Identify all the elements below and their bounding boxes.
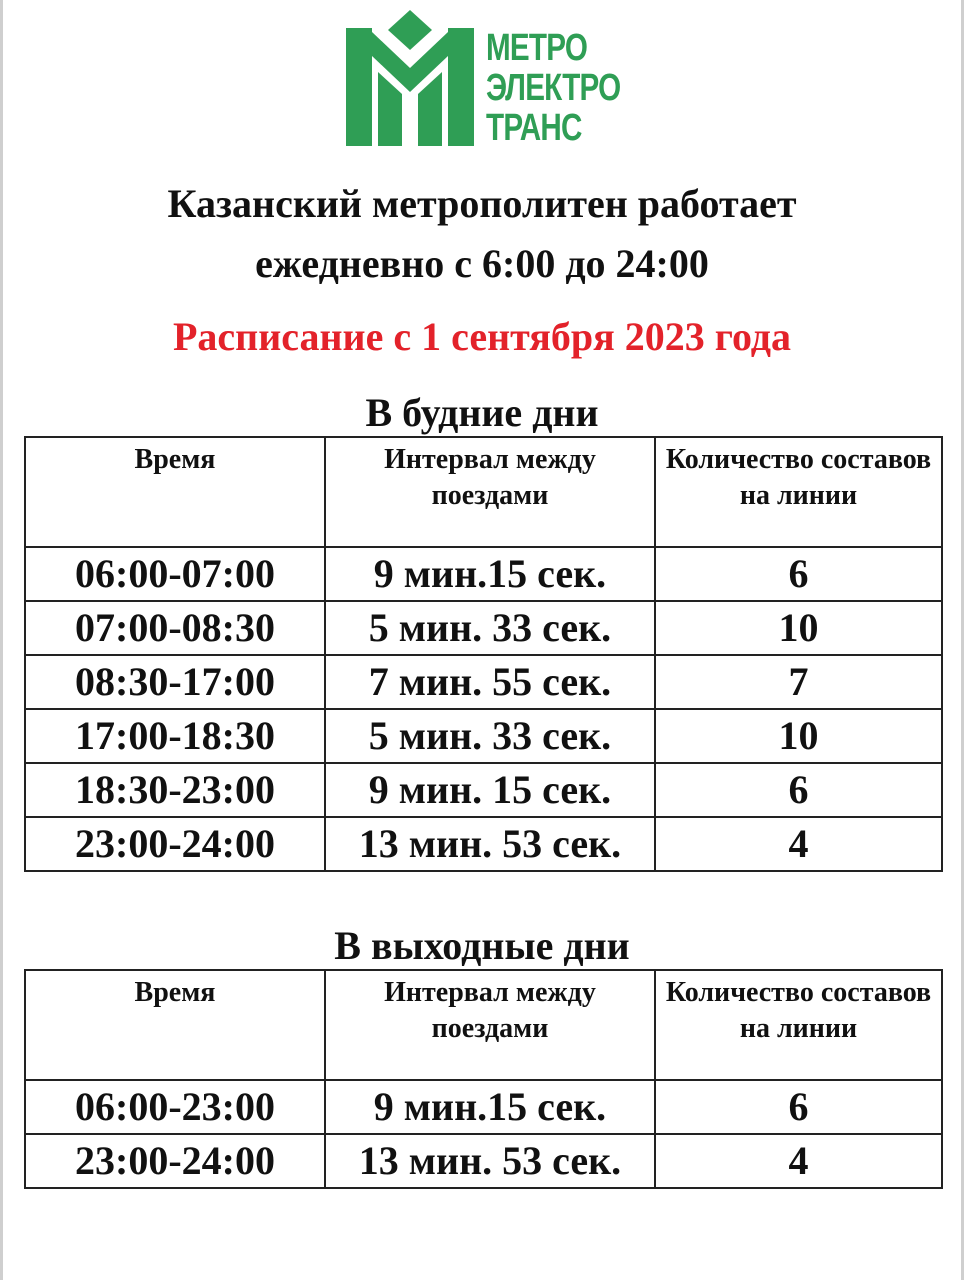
table-row bbox=[25, 709, 942, 763]
cell-interval: 9 мин. 15 сек. bbox=[325, 763, 655, 817]
cell-trains: 6 bbox=[655, 763, 942, 817]
cell-interval: 5 мин. 33 сек. bbox=[325, 709, 655, 763]
table-row bbox=[25, 601, 942, 655]
cell-interval: 9 мин.15 сек. bbox=[325, 547, 655, 601]
cell-trains: 7 bbox=[655, 655, 942, 709]
table-header-row bbox=[25, 437, 942, 547]
cell-interval: 13 мин. 53 сек. bbox=[325, 817, 655, 871]
cell-trains: 10 bbox=[655, 709, 942, 763]
cell-trains: 6 bbox=[655, 547, 942, 601]
logo-line-3: ТРАНС bbox=[486, 107, 582, 149]
weekdays-table bbox=[24, 436, 943, 872]
logo-line-2: ЭЛЕКТРО bbox=[486, 67, 621, 109]
cell-interval: 7 мин. 55 сек. bbox=[325, 655, 655, 709]
cell-interval: 5 мин. 33 сек. bbox=[325, 601, 655, 655]
header-interval: Интервал между поездами bbox=[325, 437, 655, 547]
cell-time: 06:00-23:00 bbox=[25, 1080, 325, 1134]
cell-time: 17:00-18:30 bbox=[25, 709, 325, 763]
table-row bbox=[25, 547, 942, 601]
cell-time: 07:00-08:30 bbox=[25, 601, 325, 655]
cell-interval: 9 мин.15 сек. bbox=[325, 1080, 655, 1134]
metro-emblem-icon bbox=[344, 10, 484, 150]
table-row bbox=[25, 1080, 942, 1134]
cell-trains: 4 bbox=[655, 817, 942, 871]
headline-line-2: ежедневно с 6:00 до 24:00 bbox=[255, 241, 709, 286]
cell-time: 18:30-23:00 bbox=[25, 763, 325, 817]
logo-wordmark bbox=[486, 28, 620, 148]
cell-trains: 4 bbox=[655, 1134, 942, 1188]
header-trains: Количество составов на линии bbox=[655, 437, 942, 547]
table-row bbox=[25, 1134, 942, 1188]
cell-time: 08:30-17:00 bbox=[25, 655, 325, 709]
table-row bbox=[25, 763, 942, 817]
cell-time: 06:00-07:00 bbox=[25, 547, 325, 601]
header-trains: Количество составов на линии bbox=[655, 970, 942, 1080]
weekends-table bbox=[24, 969, 943, 1189]
cell-interval: 13 мин. 53 сек. bbox=[325, 1134, 655, 1188]
cell-trains: 10 bbox=[655, 601, 942, 655]
cell-time: 23:00-24:00 bbox=[25, 817, 325, 871]
header-time: Время bbox=[25, 437, 325, 547]
metroelektrotrans-logo bbox=[344, 10, 644, 150]
headline-line-1: Казанский метрополитен работает bbox=[167, 181, 797, 226]
cell-trains: 6 bbox=[655, 1080, 942, 1134]
table-header-row bbox=[25, 970, 942, 1080]
cell-time: 23:00-24:00 bbox=[25, 1134, 325, 1188]
schedule-subtitle: Расписание с 1 сентября 2023 года bbox=[172, 314, 792, 359]
weekdays-title: В будние дни bbox=[365, 390, 599, 435]
logo-line-1: МЕТРО bbox=[486, 27, 588, 69]
header-time: Время bbox=[25, 970, 325, 1080]
weekends-title: В выходные дни bbox=[334, 923, 630, 968]
table-row bbox=[25, 655, 942, 709]
table-row bbox=[25, 817, 942, 871]
header-interval: Интервал между поездами bbox=[325, 970, 655, 1080]
